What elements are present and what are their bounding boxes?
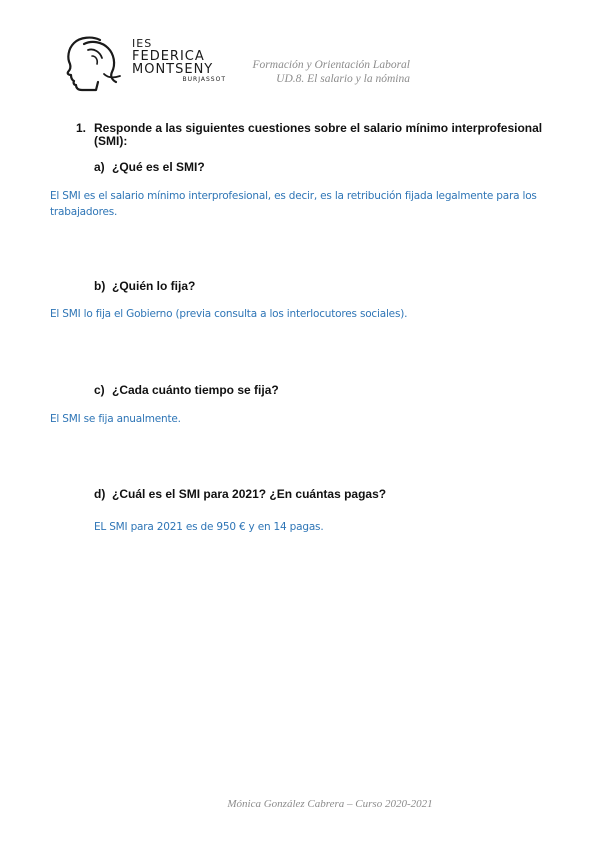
answer-b: El SMI lo fija el Gobierno (previa consulta a los interlocutores sociales). xyxy=(50,308,408,320)
course-title: Formación y Orientación Laboral xyxy=(252,59,410,71)
subquestion-letter: b) xyxy=(94,279,106,293)
answer-d: EL SMI para 2021 es de 950 € y en 14 pagas. xyxy=(94,521,324,533)
logo-wordmark xyxy=(132,38,232,84)
header-titles xyxy=(230,58,410,86)
school-logo xyxy=(62,34,226,94)
logo-line-federica: FEDERICA xyxy=(132,49,205,64)
subquestion-c xyxy=(94,383,279,397)
subquestion-b xyxy=(94,279,195,293)
subquestion-letter: c) xyxy=(94,383,105,397)
unit-title: UD.8. El salario y la nómina xyxy=(276,73,410,85)
profile-silhouette-icon xyxy=(62,34,132,94)
logo-line-burjassot: BURJASSOT xyxy=(182,76,226,83)
subquestion-letter: a) xyxy=(94,160,105,174)
question-text: Responde a las siguientes cuestiones sobre el salario mínimo interprofesional (SMI): xyxy=(94,121,543,148)
subquestion-a xyxy=(94,160,205,174)
page-footer: Mónica González Cabrera – Curso 2020-2021 xyxy=(227,798,433,810)
logo-line-ies: IES xyxy=(132,37,153,50)
subquestion-text: ¿Qué es el SMI? xyxy=(112,160,205,174)
answer-c: El SMI se fija anualmente. xyxy=(50,413,181,425)
question-number: 1. xyxy=(76,121,87,135)
subquestion-text: ¿Quién lo fija? xyxy=(112,279,196,293)
answer-a: El SMI es el salario mínimo interprofesional, es decir, es la retribución fijada legalmente para los trabajadores. xyxy=(50,190,537,218)
logo-line-montseny: MONTSENY xyxy=(132,62,214,77)
subquestion-text: ¿Cada cuánto tiempo se fija? xyxy=(112,383,279,397)
question-heading xyxy=(76,122,556,148)
subquestion-letter: d) xyxy=(94,487,106,501)
subquestion-d xyxy=(94,487,386,501)
subquestion-text: ¿Cuál es el SMI para 2021? ¿En cuántas pagas? xyxy=(112,487,387,501)
